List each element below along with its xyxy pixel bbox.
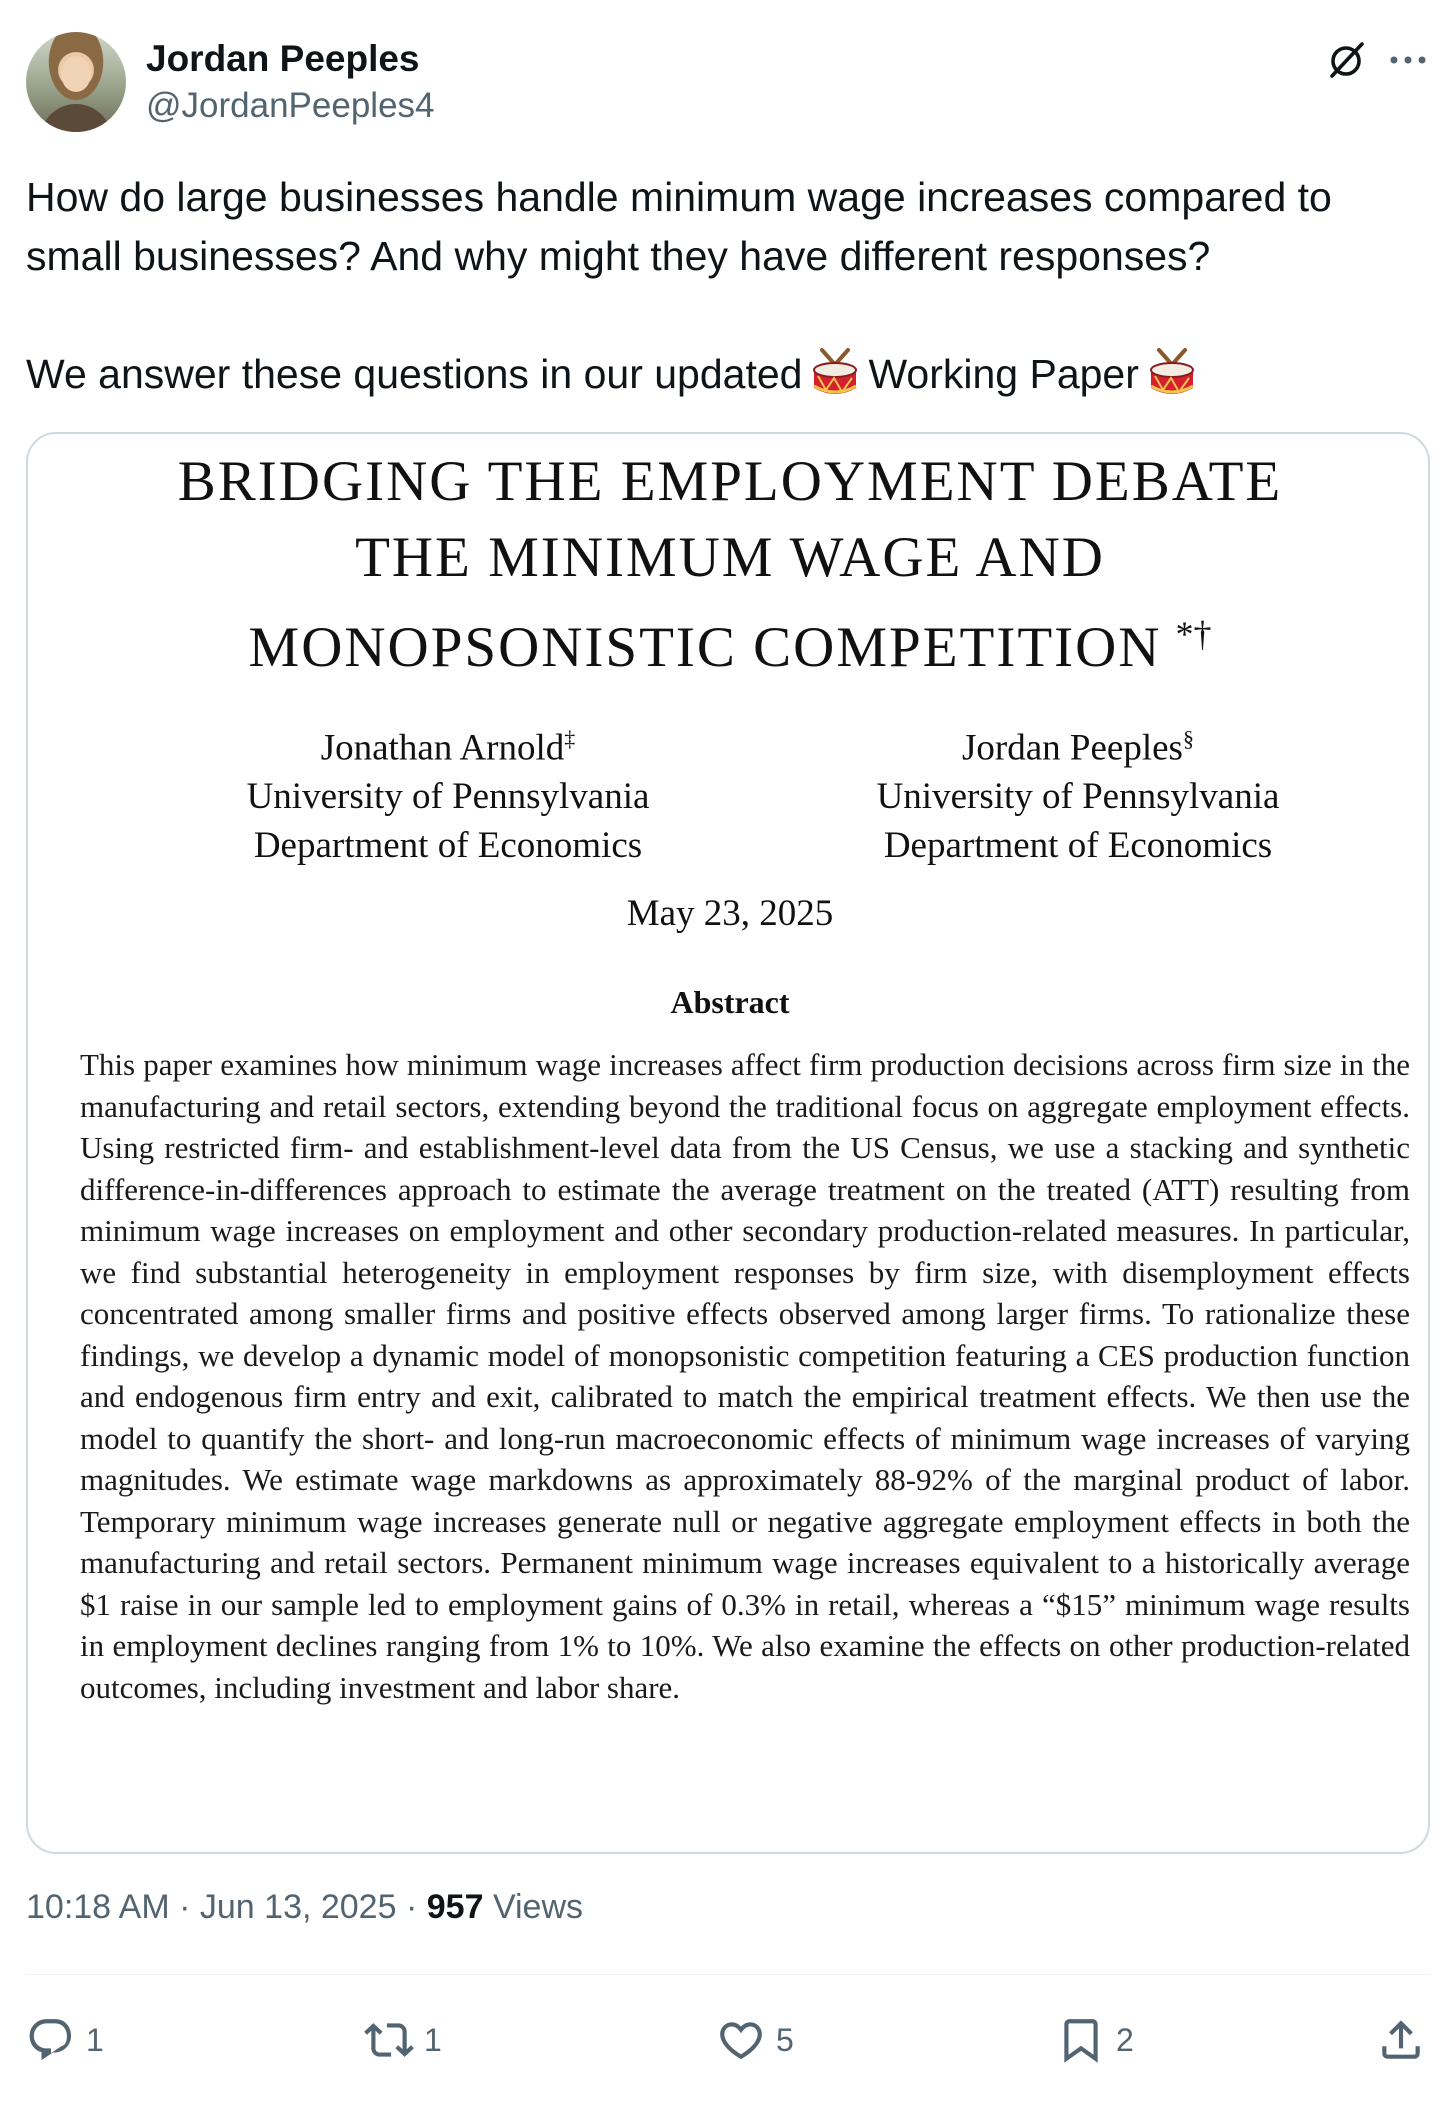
tweet-image-card[interactable]: [26, 432, 1430, 1854]
separator: ·: [405, 1888, 418, 1926]
paper-author-1: [168, 714, 728, 870]
like-count: 5: [776, 2021, 794, 2058]
tweet-text-part: Working Paper: [868, 351, 1139, 397]
tweet-time[interactable]: 10:18 AM: [26, 1888, 170, 1926]
paper-title-footnote-marks: *†: [1175, 614, 1212, 654]
paper-image: [28, 434, 1428, 1852]
grok-icon[interactable]: [1324, 38, 1368, 82]
paper-author-mark: ‡: [564, 726, 576, 751]
bookmark-count: 2: [1116, 2021, 1134, 2058]
divider: [26, 1974, 1430, 1975]
paper-abstract-heading: Abstract: [670, 984, 790, 1020]
avatar[interactable]: [26, 32, 126, 132]
bookmark-icon: [1056, 2015, 1106, 2065]
author-handle[interactable]: @JordanPeeples4: [146, 86, 435, 125]
drum-emoji-icon: [1145, 348, 1199, 398]
paper-author-2: [798, 714, 1358, 870]
reply-icon: [26, 2015, 76, 2065]
more-options-icon[interactable]: [1386, 50, 1430, 70]
tweet-paragraph-1: How do large businesses handle minimum wage increases compared to small businesses? And why might they have different responses?: [26, 174, 1332, 279]
paper-author-mark: §: [1182, 726, 1194, 751]
reply-count: 1: [86, 2021, 104, 2058]
paper-author-name: Jonathan Arnold: [320, 727, 565, 769]
paper-title-line: [28, 596, 1430, 686]
tweet-text-part: We answer these questions in our updated: [26, 351, 803, 397]
paper-date: May 23, 2025: [626, 893, 834, 934]
tweet-header: [26, 30, 1430, 134]
tweet-metadata: [26, 1888, 583, 1927]
action-bar: [26, 2010, 1430, 2070]
share-button[interactable]: [1376, 2010, 1426, 2070]
heart-icon: [716, 2015, 766, 2065]
repost-icon: [364, 2015, 414, 2065]
reply-button[interactable]: [26, 2010, 104, 2070]
share-icon: [1376, 2015, 1426, 2065]
paper-abstract: This paper examines how minimum wage increases affect firm production decisions across firm size in the manufacturing and retail sectors, extending beyond the traditional focus on aggregate employment effects. Using restricted firm- and establishment-level data from the US Census, we use a stacking and synthetic difference-in-differences approach to estimate the average treatment on the treated (ATT) resulting from minimum wage increases on employment and other secondary production-related measures. In particular, we find substantial heterogeneity in employment responses by firm size, with disemployment effects concentrated among smaller firms and positive effects observed among larger firms. To rationalize these findings, we develop a dynamic model of monopsonistic competition featuring a CES production function and endogenous firm entry and exit, calibrated to match the empirical treatment effects. We then use the model to quantify the short- and long-run macroeconomic effects of minimum wage increases of varying magnitudes. We estimate wage markdowns as approximately 88-92% of the marginal product of labor. Temporary minimum wage increases generate null or negative aggregate employment effects in both the manufacturing and retail sectors. Permanent minimum wage increases equivalent to a historically average $1 raise in our sample led to employment gains of 0.3% in retail, whereas a “$15” minimum wage results in employment declines ranging from 1% to 10%. We also examine the effects on other production-related outcomes, including investment and labor share.: [80, 1047, 1410, 1705]
repost-button[interactable]: [364, 2010, 442, 2070]
views-count: 957: [426, 1888, 484, 1926]
paper-author-university: University of Pennsylvania: [246, 776, 650, 818]
paper-title: [28, 444, 1430, 686]
paper-author-name: Jordan Peeples: [962, 727, 1183, 769]
tweet-date[interactable]: Jun 13, 2025: [199, 1888, 397, 1926]
author-name[interactable]: Jordan Peeples: [146, 38, 420, 79]
paper-author-department: Department of Economics: [253, 825, 643, 867]
views-label: Views: [492, 1888, 584, 1926]
like-button[interactable]: [716, 2010, 794, 2070]
tweet-text: [26, 168, 1426, 404]
paper-title-line: BRIDGING THE EMPLOYMENT DEBATE: [177, 450, 1283, 513]
separator: ·: [179, 1888, 191, 1926]
drum-emoji-icon: [808, 348, 862, 398]
bookmark-button[interactable]: [1056, 2010, 1134, 2070]
paper-author-university: University of Pennsylvania: [876, 776, 1280, 818]
repost-count: 1: [424, 2021, 442, 2058]
paper-title-line: THE MINIMUM WAGE AND: [355, 526, 1105, 589]
tweet-paragraph-2: [26, 345, 1426, 404]
paper-author-department: Department of Economics: [883, 825, 1273, 867]
paper-title-text: MONOPSONISTIC COMPETITION: [248, 616, 1162, 679]
